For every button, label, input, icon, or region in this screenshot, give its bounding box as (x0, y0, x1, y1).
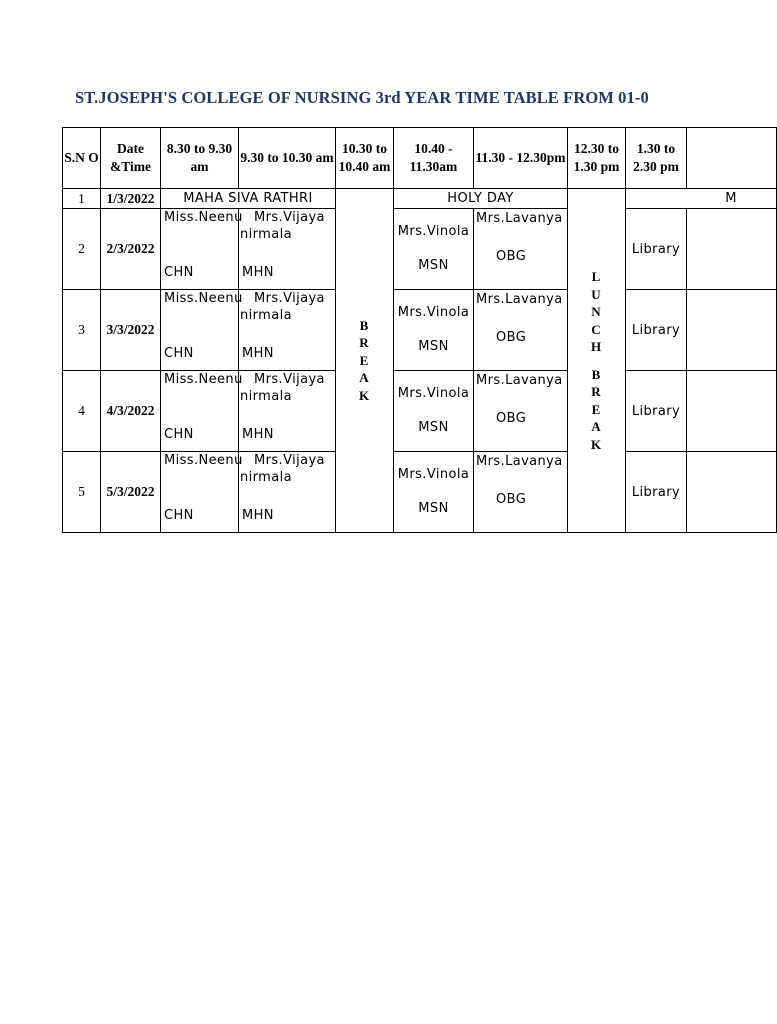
lunch-break-letter: A (591, 419, 602, 434)
table-row (63, 371, 777, 452)
subject-code: OBG (496, 249, 527, 264)
teacher-name: Mrs.Lavanya (476, 292, 563, 307)
lunch-break-letter: K (590, 436, 603, 452)
subject-code: OBG (496, 492, 527, 507)
row-sno: 1 (63, 189, 101, 209)
subject-code: MHN (242, 427, 274, 442)
break-letter: B (359, 317, 370, 333)
subject-code: OBG (496, 330, 527, 345)
slot-2-cell (239, 290, 336, 371)
header-lunch: 12.30 to 1.30 pm (568, 128, 626, 189)
break-letter: R (359, 335, 370, 351)
teacher-name: Miss.Neenu (164, 210, 243, 225)
header-date: Date &Time (101, 128, 161, 189)
slot-3-cell (394, 452, 474, 533)
table-row-holiday (63, 189, 777, 209)
header-sno: S.N O (63, 128, 101, 189)
teacher-name: Mrs.Vijaya nirmala (240, 210, 325, 242)
slot-4-cell (474, 452, 568, 533)
subject-code: CHN (164, 265, 194, 280)
subject-code: CHN (164, 346, 194, 361)
header-slot-2: 9.30 to 10.30 am (239, 128, 336, 189)
row-date: 1/3/2022 (101, 189, 161, 209)
subject-code: MHN (242, 265, 274, 280)
slot-5-library: Library (626, 209, 687, 290)
timetable (62, 127, 777, 533)
subject-code: MSN (418, 339, 449, 354)
page-title: ST.JOSEPH'S COLLEGE OF NURSING 3rd YEAR TIME TABLE FROM 01-0 (75, 88, 649, 107)
lunch-break-letter: B (591, 366, 602, 382)
header-slot-5: 1.30 to 2.30 pm (626, 128, 687, 189)
header-slot-3: 10.40 - 11.30am (394, 128, 474, 189)
row-date: 3/3/2022 (101, 290, 161, 371)
slot-3-cell (394, 209, 474, 290)
teacher-name: Mrs.Vijaya nirmala (240, 291, 325, 323)
break-letter: K (358, 387, 371, 403)
header-row (63, 128, 777, 189)
row-sno: 2 (63, 209, 101, 290)
teacher-name: Mrs.Vijaya nirmala (240, 453, 325, 485)
lunch-gap (568, 356, 625, 366)
break-column (336, 189, 394, 533)
break-letter: E (359, 352, 370, 368)
slot-6-cell (687, 452, 777, 533)
teacher-name: Mrs.Vinola (397, 467, 470, 482)
lunch-break-column (568, 189, 626, 533)
teacher-name: Mrs.Vinola (397, 305, 470, 320)
slot-1-cell (161, 452, 243, 533)
subject-code: MHN (242, 508, 274, 523)
teacher-name: Mrs.Lavanya (476, 454, 563, 469)
subject-code: CHN (164, 427, 194, 442)
slot-5-library: Library (626, 452, 687, 533)
subject-code: OBG (496, 411, 527, 426)
slot-4-cell (474, 290, 568, 371)
subject-code: CHN (164, 508, 194, 523)
slot-4-cell (474, 371, 568, 452)
header-slot-6 (687, 128, 777, 189)
slot-6-cell (687, 290, 777, 371)
break-letter: A (359, 370, 370, 386)
teacher-name: Miss.Neenu (164, 453, 243, 468)
row-date: 4/3/2022 (101, 371, 161, 452)
slot-4-cell (474, 209, 568, 290)
teacher-name: Mrs.Lavanya (476, 211, 563, 226)
header-slot-4: 11.30 - 12.30pm (474, 128, 568, 189)
holiday-afternoon: M (626, 189, 777, 209)
lunch-letter: C (591, 321, 602, 337)
table-row (63, 290, 777, 371)
teacher-name: Miss.Neenu (164, 291, 243, 306)
slot-5-library: Library (626, 290, 687, 371)
slot-2-cell (239, 371, 336, 452)
row-sno: 3 (63, 290, 101, 371)
lunch-letter: L (591, 269, 602, 284)
lunch-letter: N (591, 304, 602, 319)
header-slot-1: 8.30 to 9.30 am (161, 128, 239, 189)
teacher-name: Miss.Neenu (164, 372, 243, 387)
subject-code: MSN (418, 258, 449, 273)
lunch-letter: U (591, 286, 602, 302)
slot-1-cell (161, 290, 243, 371)
row-sno: 4 (63, 371, 101, 452)
slot-3-cell (394, 290, 474, 371)
slot-2-cell (239, 209, 336, 290)
row-date: 5/3/2022 (101, 452, 161, 533)
slot-6-cell (687, 371, 777, 452)
row-date: 2/3/2022 (101, 209, 161, 290)
timetable-viewport (62, 127, 737, 537)
slot-6-cell (687, 209, 777, 290)
teacher-name: Mrs.Vijaya nirmala (240, 372, 325, 404)
table-row (63, 452, 777, 533)
subject-code: MHN (242, 346, 274, 361)
header-break: 10.30 to 10.40 am (336, 128, 394, 189)
subject-code: MSN (418, 420, 449, 435)
lunch-letter: H (590, 339, 603, 354)
lunch-break-letter: E (591, 401, 602, 417)
holiday-maha-siva-rathri: MAHA SIVA RATHRI (161, 189, 336, 209)
slot-1-cell (161, 371, 243, 452)
table-row (63, 209, 777, 290)
slot-5-library: Library (626, 371, 687, 452)
slot-2-cell (239, 452, 336, 533)
row-sno: 5 (63, 452, 101, 533)
subject-code: MSN (418, 501, 449, 516)
teacher-name: Mrs.Lavanya (476, 373, 563, 388)
slot-1-cell (161, 209, 243, 290)
teacher-name: Mrs.Vinola (397, 386, 470, 401)
teacher-name: Mrs.Vinola (397, 224, 470, 239)
lunch-break-letter: R (591, 384, 602, 399)
holiday-holy-day: HOLY DAY (394, 189, 568, 209)
slot-3-cell (394, 371, 474, 452)
